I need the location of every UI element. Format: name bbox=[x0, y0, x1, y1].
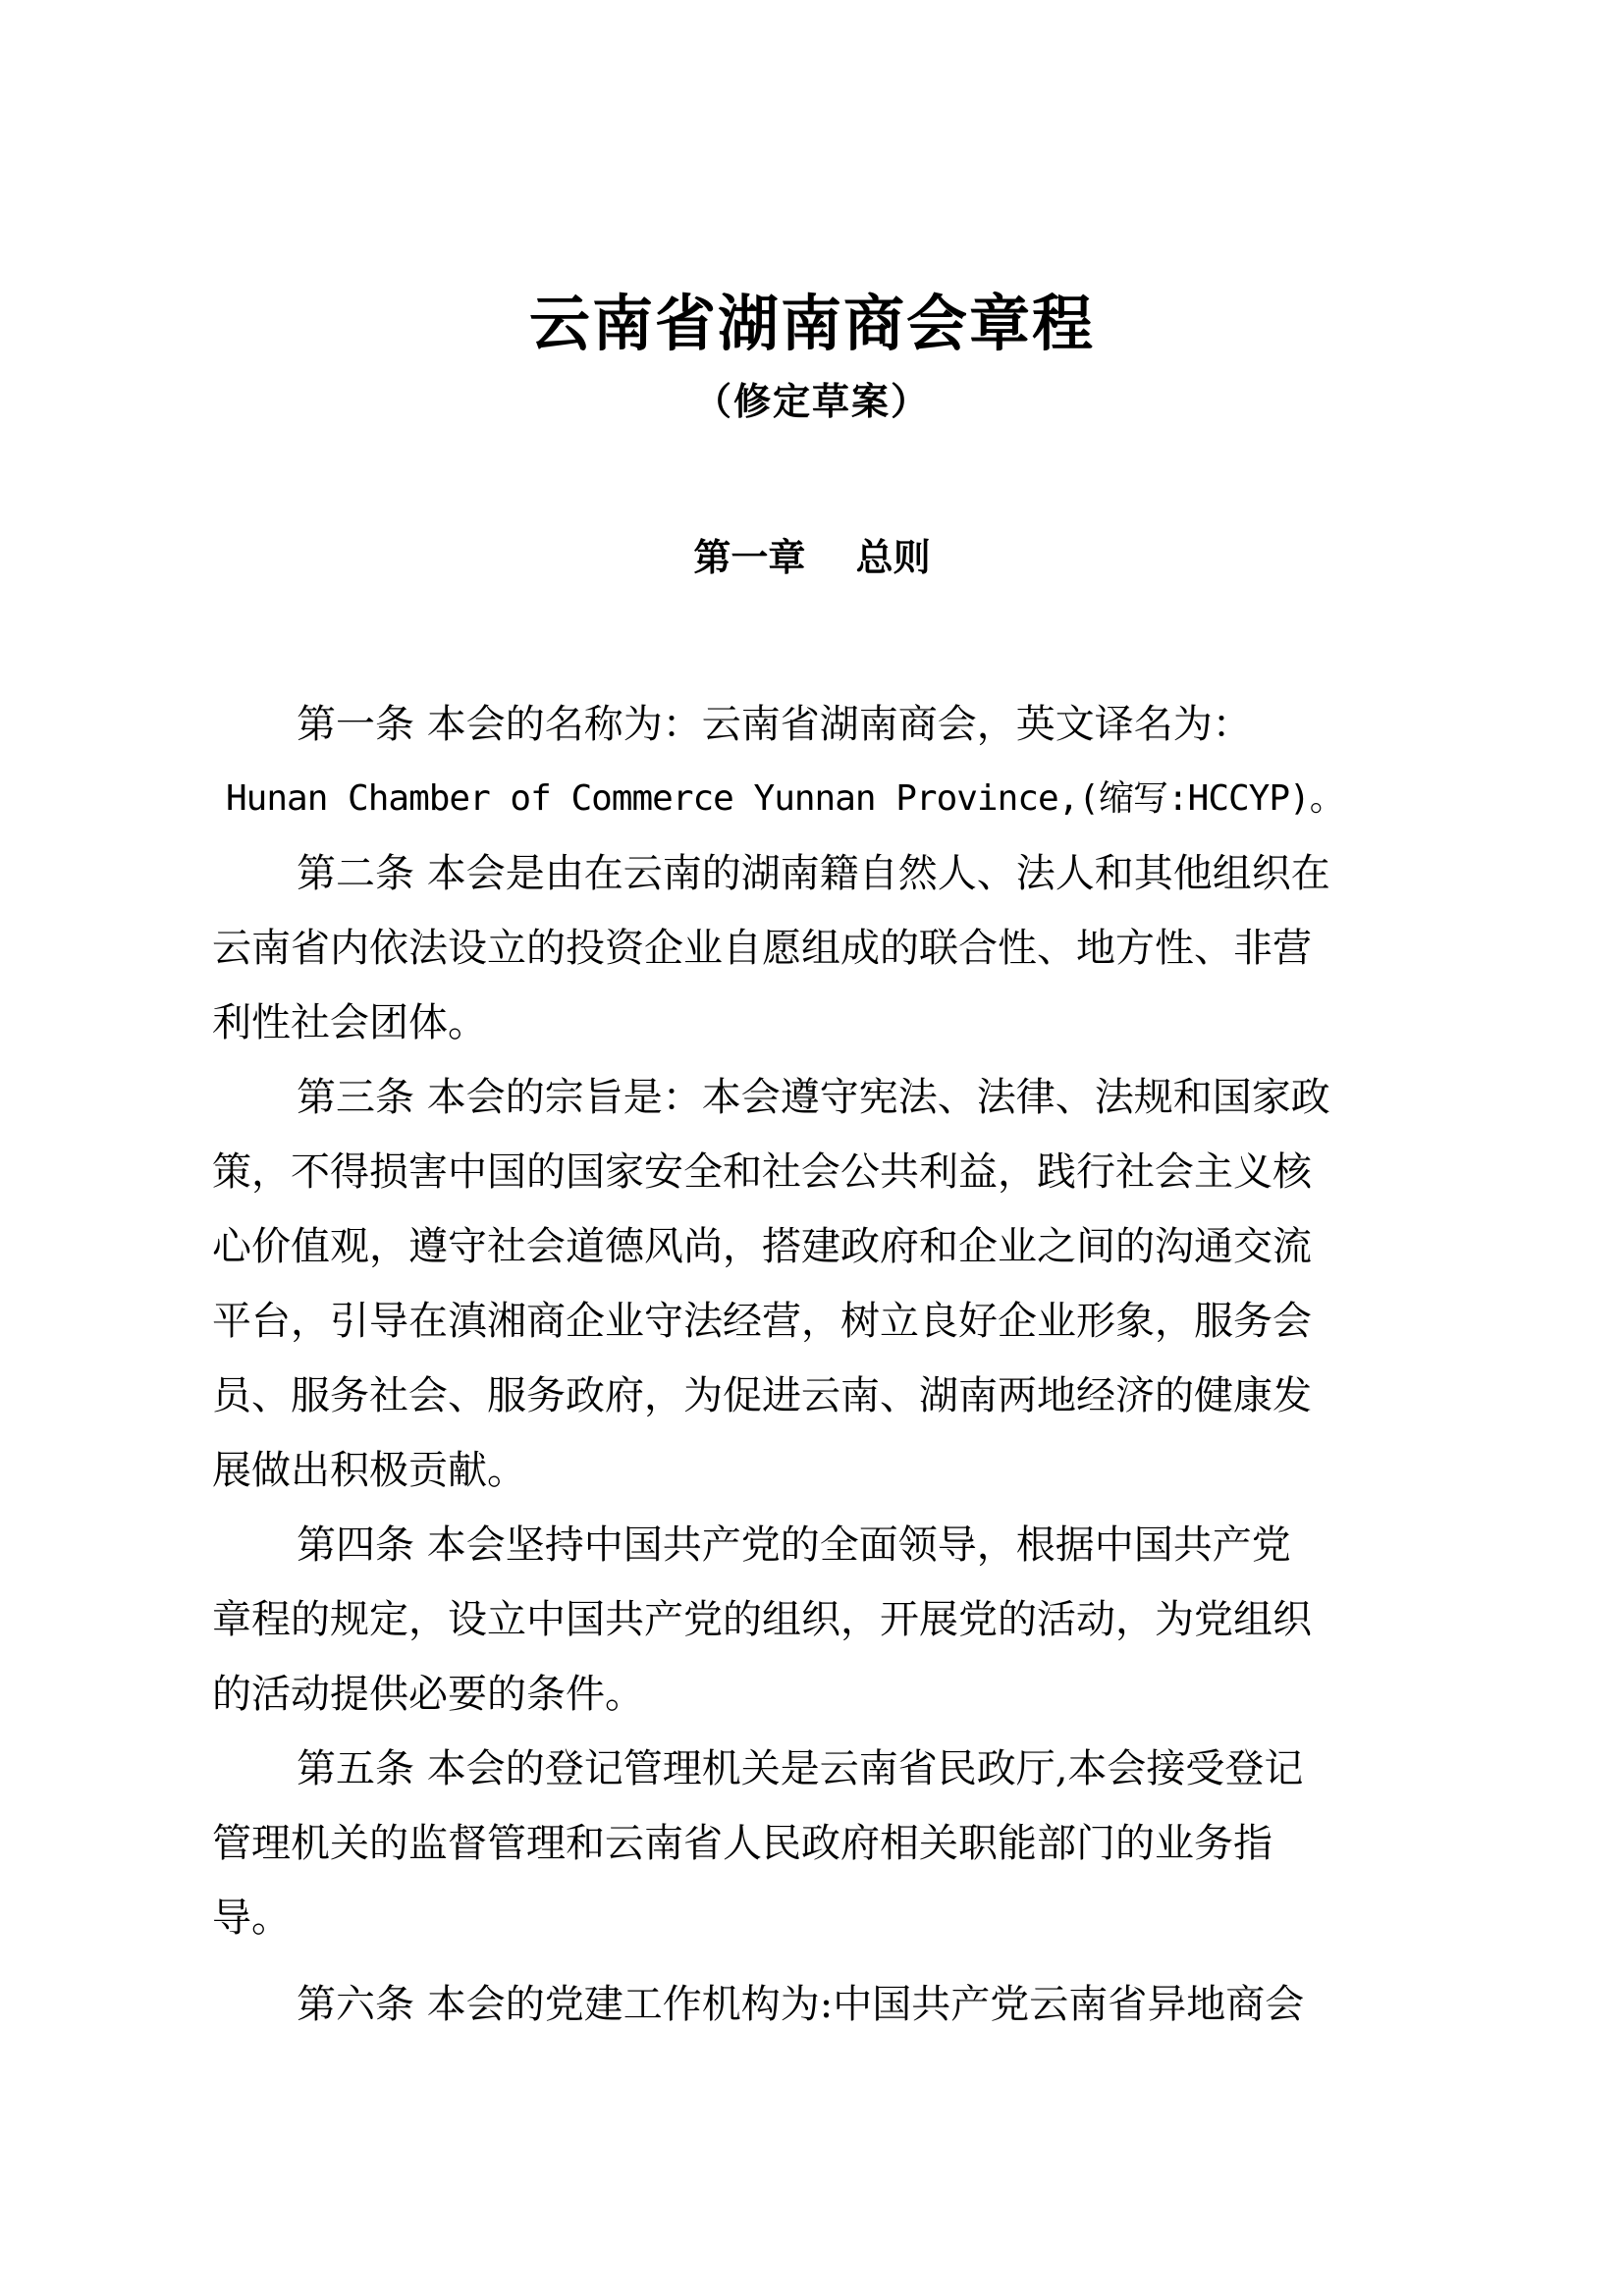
chapter-title: 第一章 总则 bbox=[693, 535, 931, 579]
document-subtitle: （修定草案） bbox=[693, 379, 930, 423]
article-2-line-3: 利性社会团体。 bbox=[212, 1000, 487, 1045]
article-3-line-5: 员、服务社会、服务政府，为促进云南、湖南两地经济的健康发 bbox=[212, 1373, 1312, 1418]
article-1-line-2: Hunan Chamber of Commerce Yunnan Province,(缩写:HCCYP)。 bbox=[226, 778, 1344, 819]
article-1-line-1: 第一条 本会的名称为：云南省湖南商会，英文译名为： bbox=[297, 702, 1252, 747]
article-3-line-1: 第三条 本会的宗旨是：本会遵守宪法、法律、法规和国家政 bbox=[297, 1075, 1330, 1120]
article-4-line-1: 第四条 本会坚持中国共产党的全面领导，根据中国共产党 bbox=[297, 1522, 1291, 1568]
document-title: 云南省湖南商会章程 bbox=[528, 288, 1095, 359]
article-6-line-1: 第六条 本会的党建工作机构为:中国共产党云南省异地商会 bbox=[297, 1982, 1305, 2027]
article-3-line-3: 心价值观，遵守社会道德风尚，搭建政府和企业之间的沟通交流 bbox=[212, 1224, 1312, 1269]
article-5-line-1: 第五条 本会的登记管理机关是云南省民政厅,本会接受登记 bbox=[297, 1746, 1304, 1791]
article-4-line-2: 章程的规定，设立中国共产党的组织，开展党的活动，为党组织 bbox=[212, 1597, 1312, 1642]
article-2-line-2: 云南省内依法设立的投资企业自愿组成的联合性、地方性、非营 bbox=[212, 926, 1312, 971]
article-5-line-3: 导。 bbox=[212, 1896, 291, 1941]
article-3-line-6: 展做出积极贡献。 bbox=[212, 1448, 526, 1493]
article-3-line-2: 策，不得损害中国的国家安全和社会公共利益，践行社会主义核 bbox=[212, 1149, 1312, 1195]
article-4-line-3: 的活动提供必要的条件。 bbox=[212, 1672, 644, 1717]
article-2-line-1: 第二条 本会是由在云南的湖南籍自然人、法人和其他组织在 bbox=[297, 851, 1330, 896]
article-5-line-2: 管理机关的监督管理和云南省人民政府相关职能部门的业务指 bbox=[212, 1821, 1272, 1866]
article-3-line-4: 平台，引导在滇湘商企业守法经营，树立良好企业形象，服务会 bbox=[212, 1299, 1312, 1344]
